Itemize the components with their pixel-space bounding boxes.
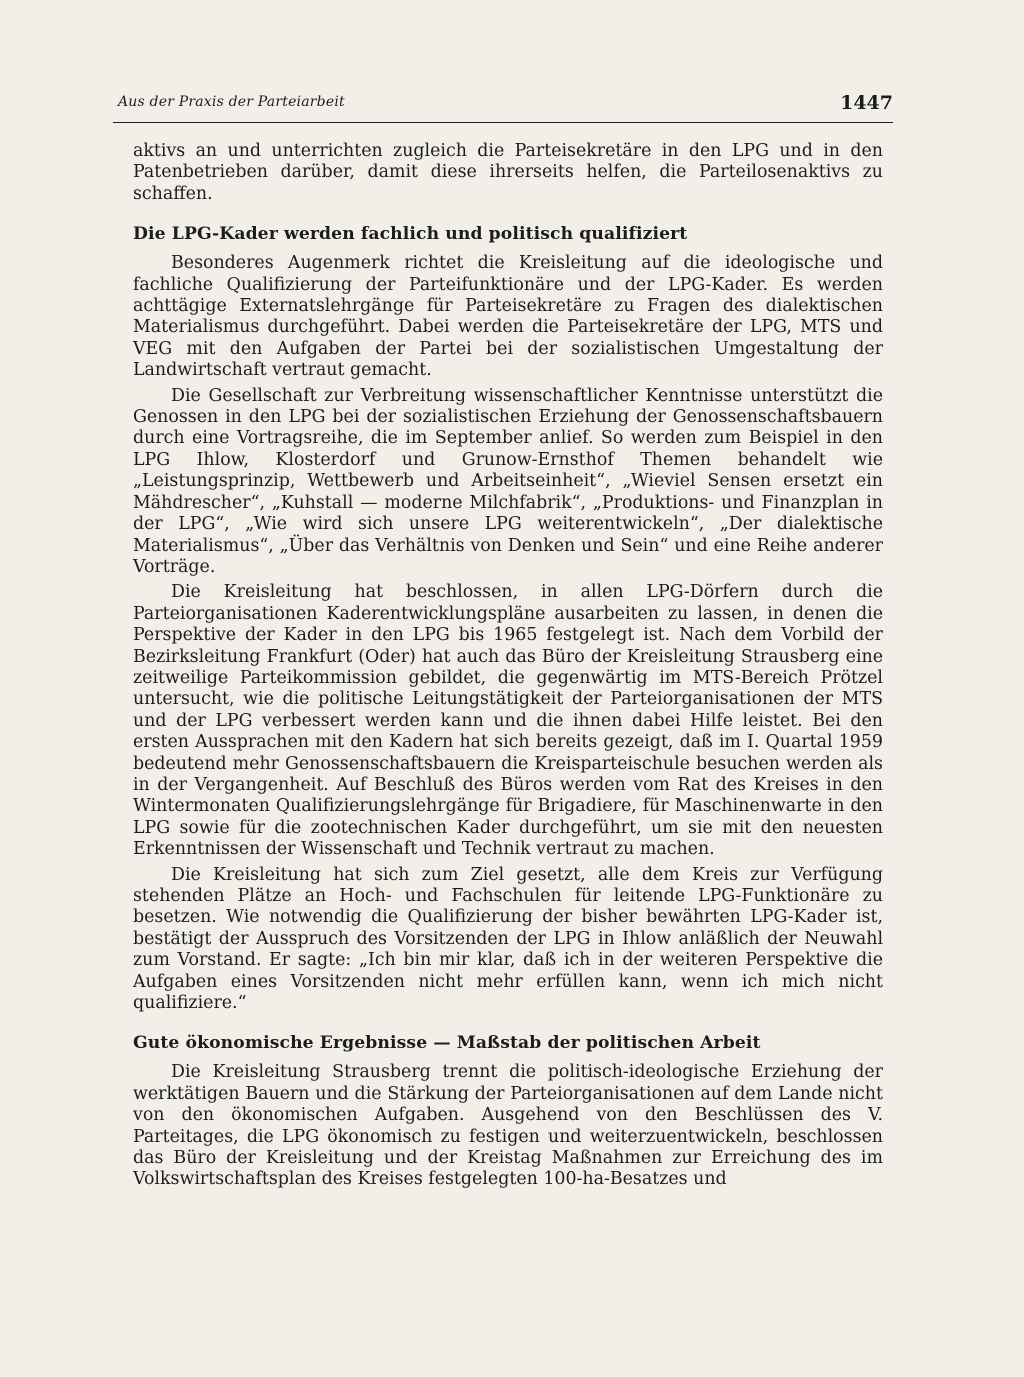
paragraph: Die Kreisleitung hat beschlossen, in allen LPG-Dörfern durch die Parteiorganisationen Kaderentwicklungspläne ausarbeiten zu lassen, in denen die Perspektive der Kader in den LPG bis 1965 festgelegt ist. Nach dem Vorbild der Bezirksleitung Frankfurt (Oder) hat auch das Büro der Kreisleitung Strausberg eine zeitweilige Parteikommission gebildet, die gegenwärtig im MTS-Bereich Prötzel untersucht, wie die politische Leitungstätigkeit der Parteiorganisationen der MTS und der LPG verbessert werden kann und die ihnen dabei Hilfe leistet. Bei den ersten Aussprachen mit den Kadern hat sich bereits gezeigt, daß im I. Quartal 1959 bedeutend mehr Genossenschaftsbauern die Kreisparteischule besuchen werden als in der Vergangenheit. Auf Beschluß des Büros werden vom Rat des Kreises in den Wintermonaten Qualifizierungslehrgänge für Brigadiere, für Maschinenwarte in den LPG sowie für die zootechnischen Kader durchgeführt, um sie mit den neuesten Erkenntnissen der Wissenschaft und Technik vertraut zu machen. — [133, 582, 883, 860]
paragraph: Die Kreisleitung Strausberg trennt die politisch-ideologische Erziehung der werktätigen Bauern und die Stärkung der Parteiorganisationen auf dem Lande nicht von den ökonomischen Aufgaben. Ausgehend von den Beschlüssen des V. Parteitages, die LPG ökonomisch zu festigen und weiterzuentwickeln, beschlossen das Büro der Kreisleitung und der Kreistag Maßnahmen zur Erreichung des im Volkswirtschaftsplan des Kreises festgelegten 100-ha-Besatzes und — [133, 1062, 883, 1190]
body-text — [133, 141, 883, 1195]
paragraph: Besonderes Augenmerk richtet die Kreisleitung auf die ideologische und fachliche Qualifizierung der Parteifunktionäre und der LPG-Kader. Es werden achttägige Externatslehrgänge für Parteisekretäre zu Fragen des dialektischen Materialismus durchgeführt. Dabei werden die Parteisekretäre der LPG, MTS und VEG mit den Aufgaben der Partei bei der sozialistischen Umgestaltung der Landwirtschaft vertraut gemacht. — [133, 253, 883, 381]
section-heading-lpg-kader: Die LPG-Kader werden fachlich und politisch qualifiziert — [133, 224, 688, 245]
page-number: 1447 — [840, 92, 893, 114]
intro-paragraph: aktivs an und unterrichten zugleich die Parteisekretäre in den LPG und in den Patenbetrieben darüber, damit diese ihrerseits helfen, die Parteilosenaktivs zu schaffen. — [133, 141, 883, 204]
paragraph: Die Gesellschaft zur Verbreitung wissenschaftlicher Kenntnisse unterstützt die Genossen in den LPG bei der sozialistischen Erziehung der Genossenschaftsbauern durch eine Vortragsreihe, die im September anlief. So werden zum Beispiel in den LPG Ihlow, Klosterdorf und Grunow-Ernsthof Themen behandelt wie „Leistungsprinzip, Wettbewerb und Arbeitseinheit“, „Wieviel Sensen ersetzt ein Mähdrescher“, „Kuhstall — moderne Milchfabrik“, „Produktions- und Finanzplan in der LPG“, „Wie wird sich unsere LPG weiterentwickeln“, „Der dialektische Materialismus“, „Über das Verhältnis von Denken und Sein“ und eine Reihe anderer Vorträge. — [133, 385, 883, 577]
running-header — [113, 92, 893, 126]
paragraph: Die Kreisleitung hat sich zum Ziel gesetzt, alle dem Kreis zur Verfügung stehenden Plätze an Hoch- und Fachschulen für leitende LPG-Funktionäre zu besetzen. Wie notwendig die Qualifizierung der bisher bewährten LPG-Kader ist, bestätigt der Ausspruch des Vorsitzenden der LPG in Ihlow anläßlich der Neuwahl zum Vorstand. Er sagte: „Ich bin mir klar, daß ich in der weiteren Perspektive die Aufgaben eines Vorsitzenden nicht mehr erfüllen kann, wenn ich mich nicht qualifiziere.“ — [133, 864, 883, 1014]
header-rule — [113, 122, 893, 123]
section-heading-oekonomische-ergebnisse: Gute ökonomische Ergebnisse — Maßstab der politischen Arbeit — [133, 1033, 761, 1054]
running-title: Aus der Praxis der Parteiarbeit — [118, 94, 345, 110]
